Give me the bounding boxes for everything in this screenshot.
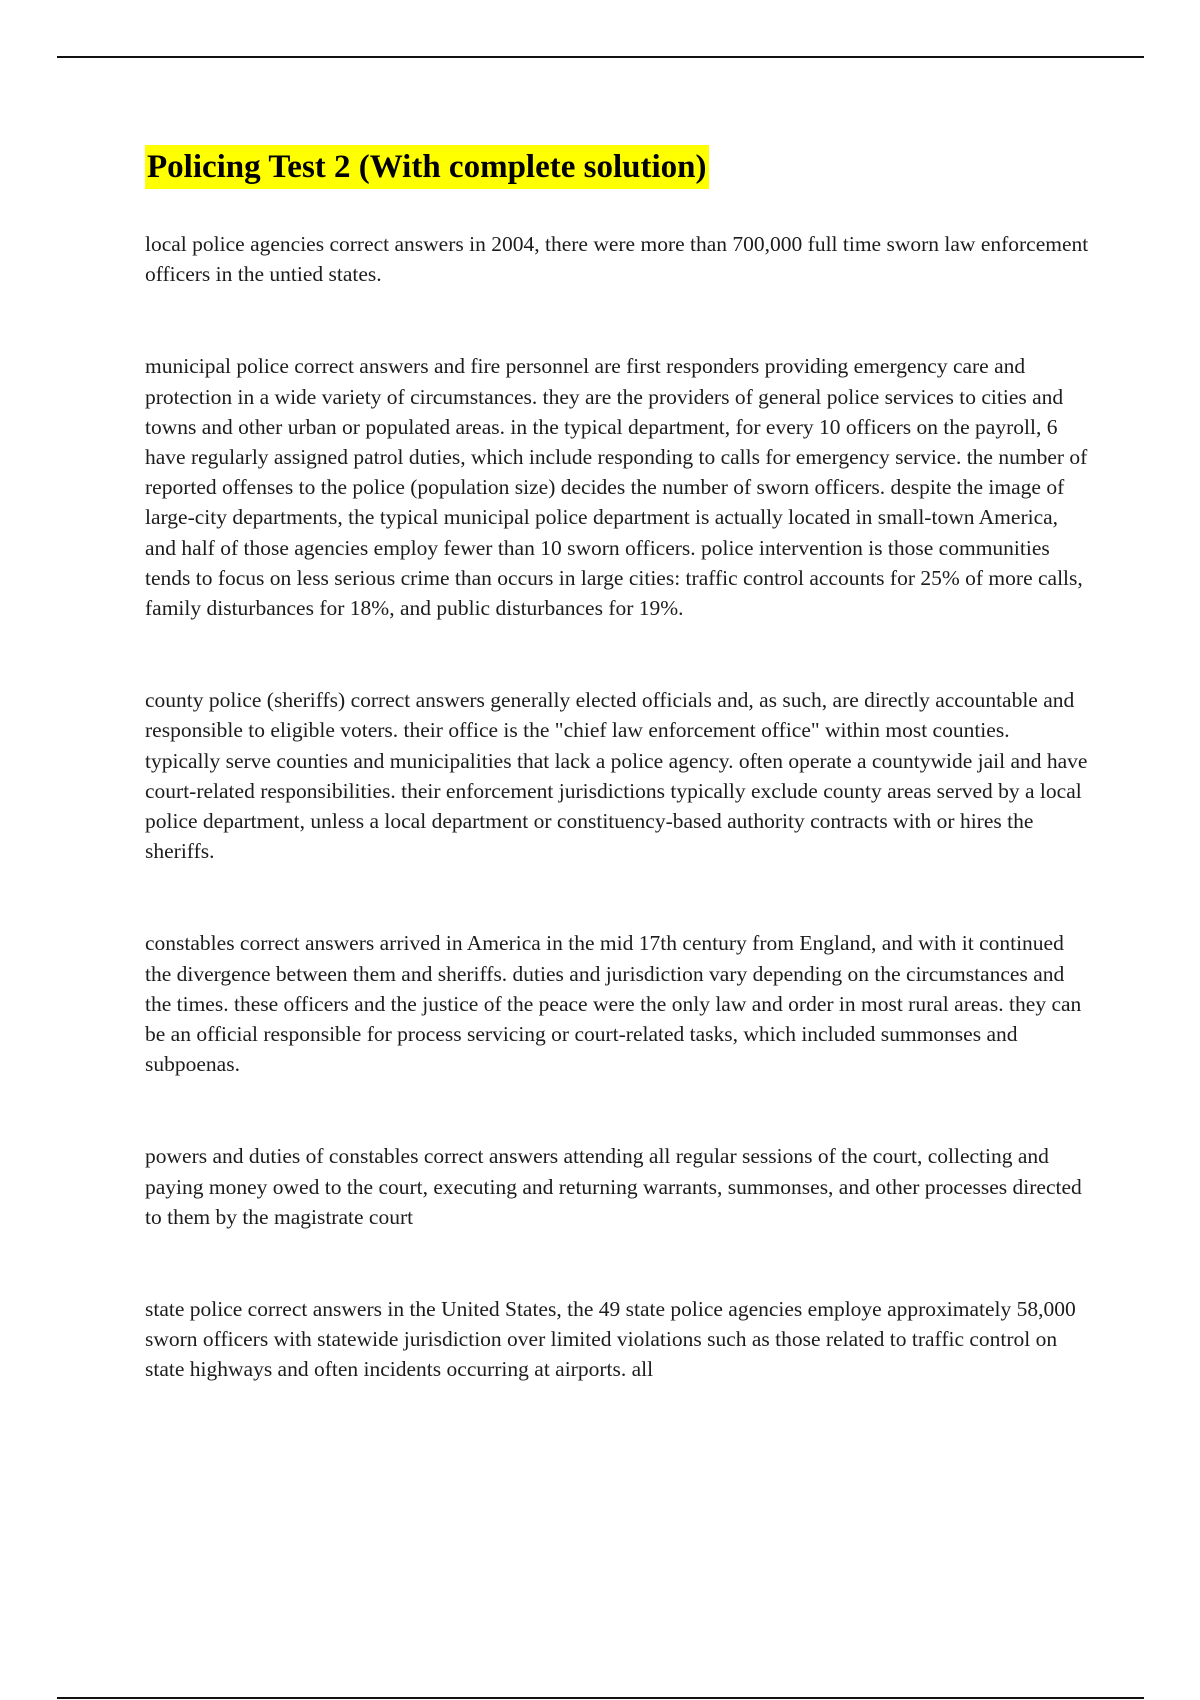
entry-powers-duties-constables: powers and duties of constables correct answers attending all regular sessions of the court, collecting and paying money owed to the court, executing and returning warrants, summonses, and other processes directed to them by the magistrate court: [145, 1144, 1082, 1229]
entry-state-police: state police correct answers in the United States, the 49 state police agencies employe approximately 58,000 sworn officers with statewide jurisdiction over limited violations such as those related to traffic control on state highways and often incidents occurring at airports. all: [145, 1297, 1076, 1382]
header-rule: [57, 56, 1144, 58]
document-title: Policing Test 2 (With complete solution): [145, 145, 709, 189]
entry-local-police-agencies: local police agencies correct answers in 2004, there were more than 700,000 full time sworn law enforcement officers in the untied states.: [145, 232, 1089, 287]
entry-municipal-police: municipal police correct answers and fire personnel are first responders providing emergency care and protection in a wide variety of circumstances. they are the providers of general police services to cities and towns and other urban or populated areas. in the typical department, for every 10 officers on the payroll, 6 have regularly assigned patrol duties, which include responding to calls for emergency service. the number of reported offenses to the police (population size) decides the number of sworn officers. despite the image of large-city departments, the typical municipal police department is actually located in small-town America, and half of those agencies employ fewer than 10 sworn officers. police intervention is those communities tends to focus on less serious crime than occurs in large cities: traffic control accounts for 25% of more calls, family disturbances for 18%, and public disturbances for 19%.: [145, 354, 1088, 621]
entry-constables: constables correct answers arrived in America in the mid 17th century from England, and with it continued the divergence between them and sheriffs. duties and jurisdiction vary depending on the circumstances and the times. these officers and the justice of the peace were the only law and order in most rural areas. they can be an official responsible for process servicing or court-related tasks, which included summonses and subpoenas.: [145, 931, 1082, 1077]
document-body: [145, 229, 1090, 1447]
title-block: [145, 145, 709, 189]
footer-rule: [57, 1697, 1144, 1699]
entry-county-police-sheriffs: county police (sheriffs) correct answers generally elected officials and, as such, are directly accountable and responsible to eligible voters. their office is the "chief law enforcement office" within most counties. typically serve counties and municipalities that lack a police agency. often operate a countywide jail and have court-related responsibilities. their enforcement jurisdictions typically exclude county areas served by a local police department, unless a local department or constituency-based authority contracts with or hires the sheriffs.: [145, 688, 1088, 864]
